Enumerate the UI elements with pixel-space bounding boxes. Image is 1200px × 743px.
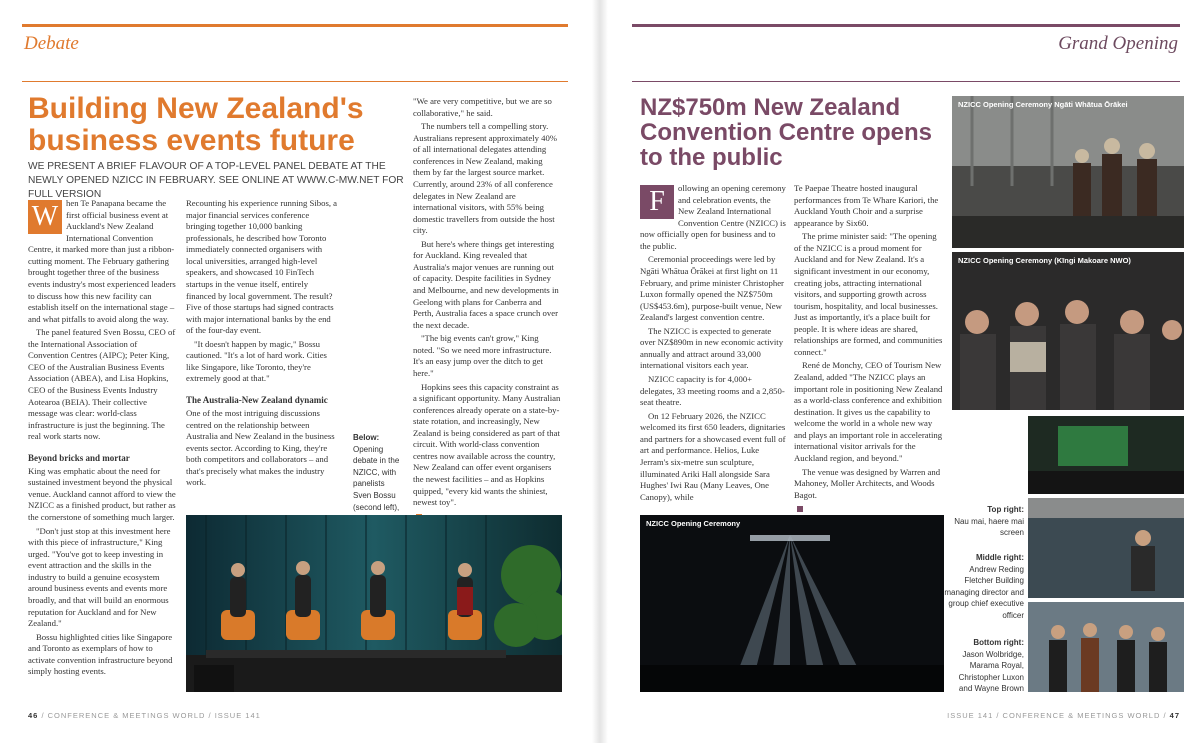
caption-text: Opening debate in the NZICC, with panelists Sven Bossu (second left),	[353, 444, 400, 512]
ceremony-photo-middle	[952, 252, 1184, 410]
top-rule	[22, 24, 568, 27]
page-footer: ISSUE 141 / CONFERENCE & MEETINGS WORLD / 47	[947, 711, 1180, 720]
photo-label: NZICC Opening Ceremony (Kīngi Makoare NWO)	[958, 256, 1131, 265]
caption-label: Middle right:	[976, 553, 1024, 562]
right-page	[600, 0, 1200, 743]
audience-photo-illustration	[952, 252, 1184, 410]
presentation-photo	[1028, 602, 1184, 692]
panel-photo-illustration	[186, 515, 562, 692]
subheading: Beyond bricks and mortar	[28, 452, 130, 463]
panel-debate-photo	[186, 515, 562, 692]
ceremony-photo-bottom	[640, 515, 944, 692]
column-3	[413, 96, 561, 522]
headline: Building New Zealand's business events future	[28, 92, 364, 157]
paragraph: But here's where things get interesting for Auckland. King revealed that Australia's major venues are running out of capacity. Despite facilities in Sydney and Melbourne, and new developments in Geelong with plans for Canberra and Perth, Australia faces a space crunch over the next decade.	[413, 238, 559, 330]
paragraph: "The big events can't grow," King noted. "So we need more infrastructure. It's an easy jump over the ditch to get here."	[413, 333, 552, 378]
caption-label: Below:	[353, 433, 380, 442]
paragraph: Bossu highlighted cities like Singapore and Toronto as exemplars of how to activate convention infrastructure beyond simply hosting events.	[28, 631, 173, 677]
spine-gutter	[592, 0, 608, 743]
caption-middle-right	[944, 552, 1024, 622]
paragraph: The NZICC is expected to generate over NZ$890m in new economic activity annually and attract around 33,000 international visitors each year.	[640, 325, 784, 371]
paragraph: Ceremonial proceedings were led by Ngāti Whātua Ōrākei at first light on 11 February, and prime minister Christopher Luxon formally opened the NZ$750m (US$453.6m), purpose-built venue, New Zealand's largest convention centre.	[640, 254, 784, 323]
page-number: 47	[1169, 711, 1180, 720]
presentation-photo-illustration	[1028, 602, 1184, 692]
caption-top-right	[944, 504, 1024, 539]
paragraph: The venue was designed by Warren and Mahoney, Moller Architects, and Woods Bagot.	[794, 466, 941, 500]
end-mark	[797, 506, 803, 512]
caption-bottom-right	[944, 637, 1024, 695]
paragraph: "Don't just stop at this investment here with this piece of infrastructure," King urged. "You've got to keep investing in event attraction and the skills in the industry to build a genuine ecosystem around business events and events more broadly, and that will build an enormous reputation for Auckland and for New Zealand."	[28, 525, 171, 629]
footer-issue: ISSUE 141	[214, 711, 261, 720]
screen-photo-illustration	[1028, 416, 1184, 494]
header-divider	[22, 81, 568, 82]
photo-label: NZICC Opening Ceremony Ngāti Whātua Ōrākei	[958, 100, 1128, 109]
top-rule	[632, 24, 1180, 27]
paragraph: "We are very competitive, but we are so collaborative," he said.	[413, 96, 552, 118]
column-1	[28, 198, 176, 680]
drop-cap: F	[640, 185, 674, 219]
footer-issue: ISSUE 141	[947, 711, 994, 720]
theatre-photo-illustration	[640, 515, 944, 692]
speaker-photo	[1028, 498, 1184, 598]
caption-label: Bottom right:	[973, 638, 1024, 647]
standfirst: WE PRESENT A BRIEF FLAVOUR OF A TOP-LEVEL PANEL DEBATE AT THE NEWLY OPENED NZICC IN FEBRUARY. SEE ONLINE AT WWW.C-MW.NET FOR FULL VERSION	[28, 161, 404, 200]
screen-photo	[1028, 416, 1184, 494]
column-2	[794, 183, 944, 515]
paragraph: On 12 February 2026, the NZICC welcomed its first 650 leaders, dignitaries and partners for a showcased event full of art and performance. Helios, Luke Jerram's six-metre sun sculpture, illuminated Ariki Hall alongside Sara Hughes' Iwi Rau (Many Leaves, One Canopy), while	[640, 410, 786, 502]
caption-text: Jason Wolbridge, Marama Royal, Christopher Luxon and Wayne Brown	[958, 649, 1024, 694]
section-label: Debate	[24, 33, 79, 54]
caption-label: Top right:	[987, 505, 1024, 514]
ceremony-photo-illustration	[952, 96, 1184, 248]
section-label: Grand Opening	[1058, 33, 1178, 54]
paragraph: René de Monchy, CEO of Tourism New Zealand, added "The NZICC plays an important role in positioning New Zealand as a world-class conference and exhibition destination. It gives us the capability to welcome the world in a whole new way and plays an important role in accelerating international visitor arrivals for the Auckland region, and beyond."	[794, 360, 943, 463]
paragraph: The numbers tell a compelling story. Australians represent approximately 40% of all international delegates attending conferences in New Zealand, making them by far the largest source market. Currently, around 23% of all conference delegates in New Zealand are international visitors, with 55% being domestic travellers from outside the host city.	[413, 121, 558, 236]
paragraph: Hopkins sees this capacity constraint as a significant opportunity. Many Australian conferences already operate on a state-by-state rotation, and increasingly, New Zealand is being considered as part of that circuit. With world-class convention centres now available across the country, New Zealand can offer event organisers the newest facilities – and as Hopkins quipped, "every kid wants the shiniest, newest toy".	[413, 381, 561, 508]
headline: NZ$750m New Zealand Convention Centre opens to the public	[640, 94, 933, 172]
paragraph: One of the most intriguing discussions centred on the relationship between Australia and New Zealand in the business events sector. According to King, they're both competitors and collaborators – and that's precisely what makes the industry work.	[186, 407, 335, 488]
paragraph: King was emphatic about the need for sustained investment beyond the physical venue. Auckland cannot afford to view the NZICC as a finished product, but rather as the cornerstone of something much larger.	[28, 465, 176, 523]
header-divider	[632, 81, 1180, 82]
page-footer: 46 / CONFERENCE & MEETINGS WORLD / ISSUE 141	[28, 711, 261, 720]
paragraph: The prime minister said: "The opening of the NZICC is a proud moment for Auckland and for New Zealand. It's a significant investment in our economy, creating jobs, attracting international visitors, and supporting growth across tourism, hospitality, and local businesses. Just as importantly, it's a place built for people. It is where ideas are shared, relationships are formed, and communities connect."	[794, 231, 943, 357]
speaker-photo-illustration	[1028, 498, 1184, 598]
footer-title: CONFERENCE & MEETINGS WORLD	[47, 711, 206, 720]
paragraph: Te Paepae Theatre hosted inaugural performances from Te Whare Kariori, the Auckland Youth Choir and a surprise appearance by Six60.	[794, 183, 939, 228]
paragraph: Recounting his experience running Sibos, a major financial services conference bringing together 10,000 banking professionals, he described how Toronto immediately connected organisers with local universities, arranged high-level speakers, and showcased 10 FinTech startups in the venue itself, entirely financed by local government. The result? Five of those startups had signed contracts with major international banks by the end of the four-day event.	[186, 198, 338, 336]
caption-text: Nau mai, haere mai screen	[954, 516, 1024, 538]
caption-text: Andrew Reding Fletcher Building managing director and group chief executive officer	[944, 564, 1024, 620]
paragraph: The panel featured Sven Bossu, CEO of the International Association of Convention Centres (AIPC); Peter King, CEO of the Australian Business Events Association (ABEA), and Lisa Hopkins, CEO of the Business Events Industry Aotearoa (BEIA). Their collective message was clear: world-class infrastructure is just the beginning. The real work starts now.	[28, 327, 176, 442]
page-number: 46	[28, 711, 39, 720]
paragraph: NZICC capacity is for 4,000+ delegates, 33 meeting rooms and a 2,850-seat theatre.	[640, 374, 785, 408]
column-2	[186, 198, 338, 491]
paragraph: ollowing an opening ceremony and celebration events, the New Zealand International Convention Centre (NZICC) is now officially open for business and to the public.	[640, 183, 786, 251]
subheading: The Australia-New Zealand dynamic	[186, 395, 328, 405]
column-1	[640, 183, 786, 505]
paragraph: hen Te Panapana became the first official business event at Auckland's New Zealand International Convention Centre, it marked more than just a ribbon-cutting moment. The February gathering brought together three of the business events industry's most experienced leaders to discuss how this new facility can establish itself on the international stage – and what pitfalls to avoid along the way.	[28, 198, 176, 324]
paragraph: "It doesn't happen by magic," Bossu cautioned. "It's a lot of hard work. Cities like Singapore, like Toronto, they're extremely good at that."	[186, 338, 327, 384]
ceremony-photo-top	[952, 96, 1184, 248]
footer-title: CONFERENCE & MEETINGS WORLD	[1002, 711, 1161, 720]
drop-cap: W	[28, 200, 62, 234]
photo-label: NZICC Opening Ceremony	[646, 519, 741, 528]
